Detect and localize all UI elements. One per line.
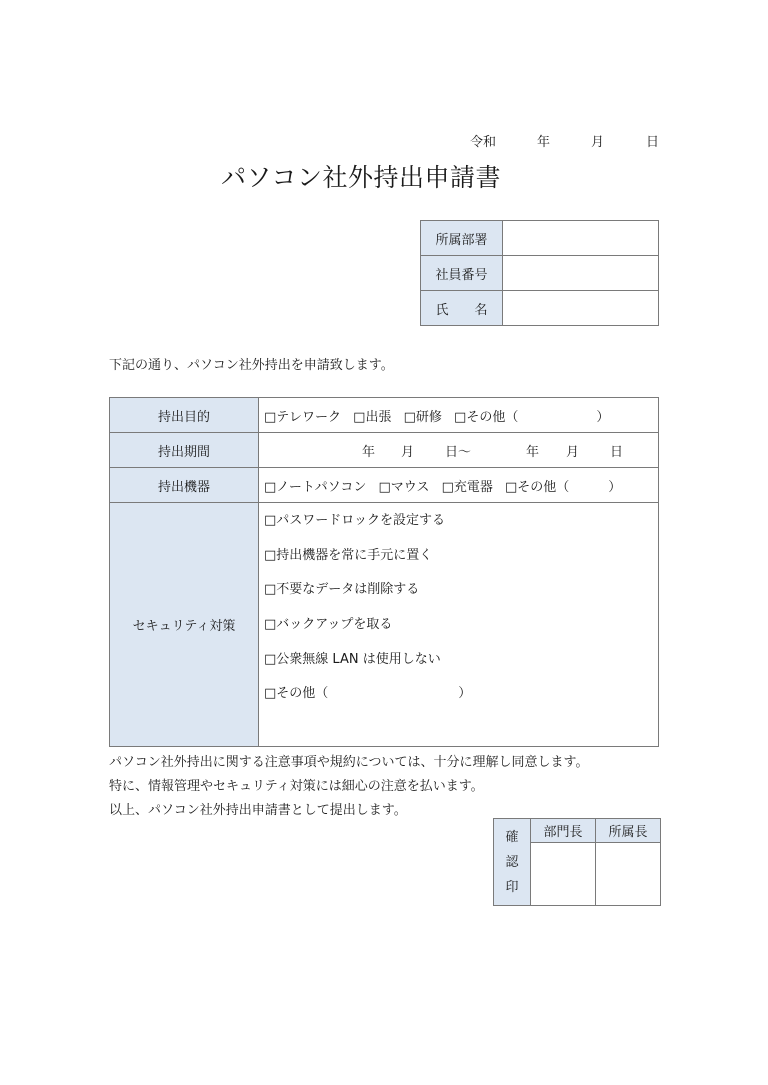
approval-side-char-3: 印 — [505, 879, 519, 895]
purpose-option-other[interactable]: □その他（ ） — [454, 409, 610, 425]
page-title: パソコン社外持出申請書 — [221, 163, 502, 192]
period-end-day: 日 — [610, 444, 624, 460]
office-head-stamp-box[interactable] — [596, 843, 661, 906]
date-month: 月 — [591, 135, 605, 150]
purpose-option-business-trip[interactable]: □出張 — [353, 409, 392, 425]
note-line-1: パソコン社外持出に関する注意事項や規約については、十分に理解し同意します。 — [109, 755, 589, 770]
purpose-option-telework[interactable]: □テレワーク — [264, 409, 342, 425]
period-end-year: 年 — [526, 444, 540, 460]
security-option-backup[interactable]: □バックアップを取る — [264, 617, 393, 633]
employee-number-label: 社員番号 — [421, 256, 503, 291]
request-table — [109, 397, 659, 747]
security-option-other[interactable]: □その他（ ） — [264, 686, 472, 702]
equipment-option-other[interactable]: □その他（ ） — [505, 479, 622, 495]
name-field[interactable] — [503, 291, 659, 326]
period-field[interactable] — [259, 433, 659, 468]
period-start-month: 月 — [401, 444, 415, 460]
date-era: 令和 — [470, 135, 497, 150]
period-start-day: 日〜 — [445, 444, 472, 460]
note-line-3: 以上、パソコン社外持出申請書として提出します。 — [109, 803, 407, 818]
equipment-option-laptop[interactable]: □ノートパソコン — [264, 479, 367, 495]
security-option-no-public-wifi[interactable]: □公衆無線 LAN は使用しない — [264, 651, 441, 667]
approval-stamp-table — [493, 818, 661, 906]
name-label: 氏 名 — [421, 291, 503, 326]
date-day: 日 — [646, 135, 660, 150]
purpose-label: 持出目的 — [110, 398, 259, 433]
department-field[interactable] — [503, 221, 659, 256]
equipment-label: 持出機器 — [110, 468, 259, 503]
employee-number-field[interactable] — [503, 256, 659, 291]
equipment-option-charger[interactable]: □充電器 — [441, 479, 493, 495]
department-head-stamp-box[interactable] — [531, 843, 596, 906]
purpose-option-training[interactable]: □研修 — [403, 409, 442, 425]
note-line-2: 特に、情報管理やセキュリティ対策には細心の注意を払います。 — [109, 779, 484, 794]
period-start-year: 年 — [362, 444, 376, 460]
security-option-keep-at-hand[interactable]: □持出機器を常に手元に置く — [264, 547, 433, 563]
applicant-table — [420, 220, 659, 326]
purpose-options — [259, 398, 659, 433]
equipment-option-mouse[interactable]: □マウス — [378, 479, 430, 495]
security-option-password-lock[interactable]: □パスワードロックを設定する — [264, 513, 446, 528]
date-year: 年 — [537, 135, 551, 150]
equipment-options — [259, 468, 659, 503]
approval-side-char-2: 認 — [505, 854, 519, 870]
department-head-label: 部門長 — [531, 819, 596, 843]
period-end-month: 月 — [566, 444, 580, 460]
department-label: 所属部署 — [421, 221, 503, 256]
period-label: 持出期間 — [110, 433, 259, 468]
office-head-label: 所属長 — [596, 819, 661, 843]
approval-side-label — [494, 819, 531, 906]
security-label: セキュリティ対策 — [110, 503, 259, 747]
intro-text: 下記の通り、パソコン社外持出を申請致します。 — [109, 358, 394, 373]
security-option-delete-data[interactable]: □不要なデータは削除する — [264, 582, 420, 598]
security-options — [259, 503, 659, 747]
approval-side-char-1: 確 — [505, 829, 519, 845]
